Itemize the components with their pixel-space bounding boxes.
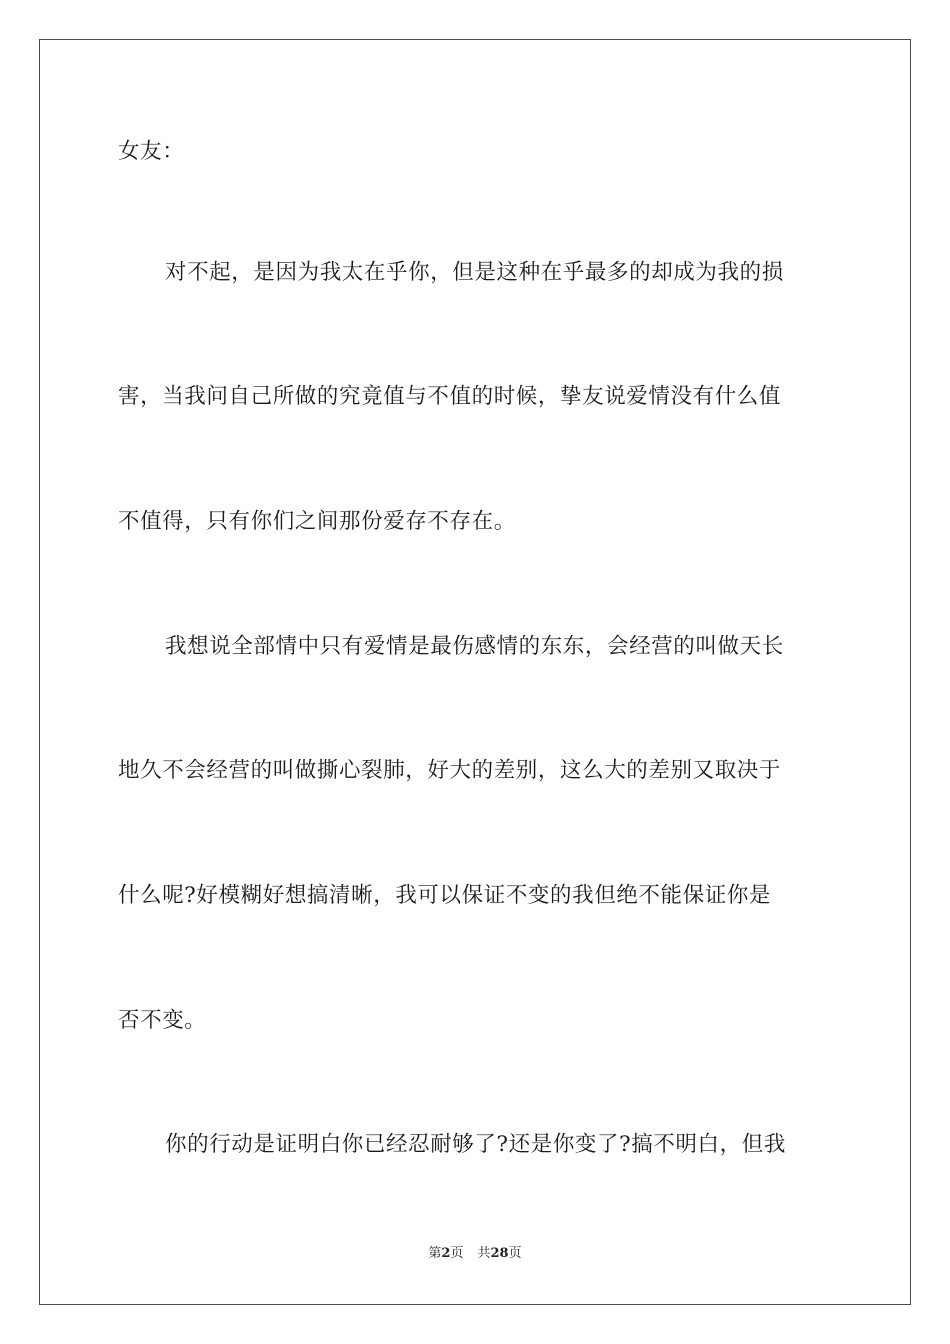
salutation: 女友： (118, 139, 185, 164)
total-pages: 28 (490, 1246, 509, 1261)
paragraph-1-line-1: 对不起，是因为我太在乎你，但是这种在乎最多的却成为我的损 (165, 260, 784, 285)
paragraph-2-line-1: 我想说全部情中只有爱情是最伤感情的东东，会经营的叫做天长 (165, 634, 784, 659)
paragraph-2-line-2: 地久不会经营的叫做撕心裂肺，好大的差别，这么大的差别又取决于 (118, 758, 782, 783)
paragraph-2-line-4: 否不变。 (118, 1008, 207, 1033)
page-prefix: 第 (428, 1246, 442, 1261)
page-suffix: 页 (450, 1246, 464, 1261)
paragraph-1-line-2: 害，当我问自己所做的究竟值与不值的时候，挚友说爱情没有什么值 (118, 384, 782, 409)
page-number: 2 (441, 1246, 451, 1261)
paragraph-1-line-3: 不值得，只有你们之间那份爱存不存在。 (118, 509, 516, 534)
paragraph-3-line-1: 你的行动是证明白你已经忍耐够了?还是你变了?搞不明白，但我 (165, 1132, 786, 1157)
total-suffix: 页 (508, 1246, 522, 1261)
page-footer (0, 1244, 950, 1264)
total-prefix: 共 (477, 1246, 491, 1261)
paragraph-2-line-3: 什么呢?好模糊好想搞清晰，我可以保证不变的我但绝不能保证你是 (118, 883, 772, 908)
page-border (39, 39, 911, 1305)
